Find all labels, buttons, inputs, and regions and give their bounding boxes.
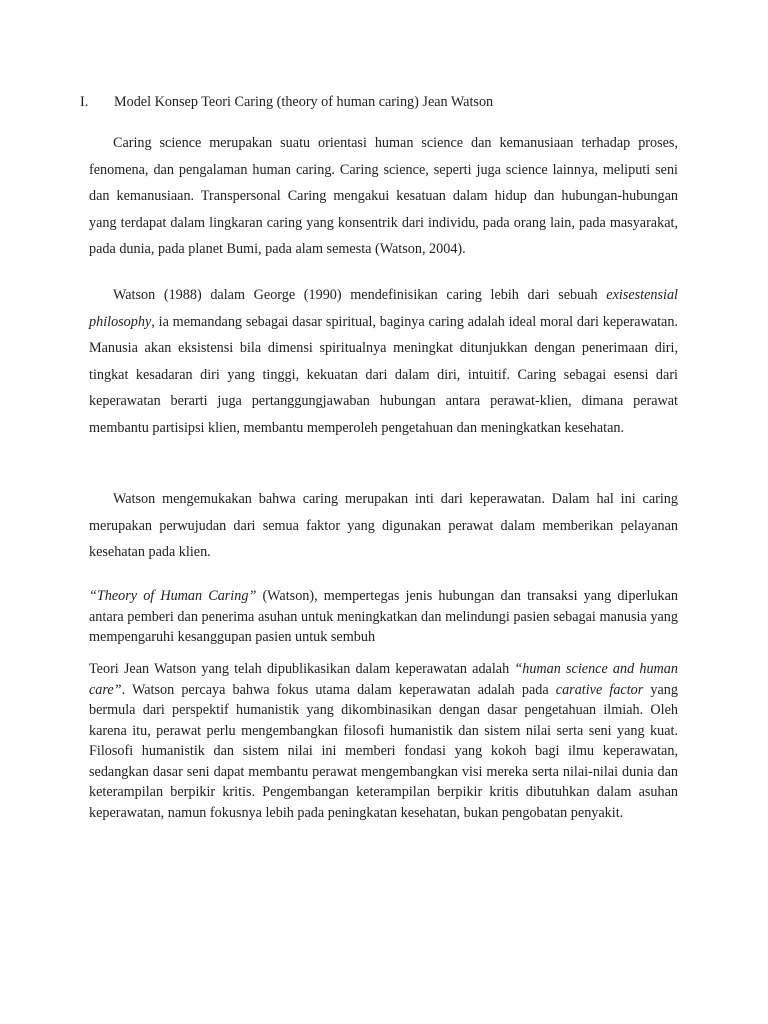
paragraph-text: . Watson percaya bahwa fokus utama dalam keperawatan adalah pada: [121, 681, 556, 698]
italic-term: carative factor: [555, 681, 644, 698]
paragraph-caring-science: Caring science merupakan suatu orientasi human science dan kemanusiaan terhadap proses, fenomena, dan pengalaman human caring. Caring science, seperti juga science lainnya, meliputi seni dan kemanusiaan. Transpersonal Caring mengakui kesatuan dalam hidup dan hubungan-hubungan yang terdapat dalam lingkaran caring yang konsentrik dari individu, pada orang lain, pada masyarakat, pada dunia, pada planet Bumi, pada alam semesta (Watson, 2004).: [89, 135, 678, 257]
paragraph-text: (Watson), mempertegas jenis hubungan dan transaksi yang diperlukan antara pemberi dan penerima asuhan untuk meningkatkan dan melindungi pasien sebagai manusia yang mempengaruhi kesanggupan pasien untuk sembuh: [89, 588, 678, 645]
paragraph-text: yang bermula dari perspektif humanistik yang dikombinasikan dengan dasar pengetahuan ilmiah. Oleh karena itu, perawat perlu mengembangkan filosofi humanistik dan sistem nilai serta seni yang kuat. Filosofi humanistik dan sistem nilai ini memberi fondasi yang kokoh bagi ilmu keperawatan, sedangkan dasar seni dapat membantu perawat mengembangkan visi mereka serta nilai-nilai dunia dan keterampilan berpikir kritis. Pengembangan keterampilan berpikir kritis dibutuhkan dalam asuhan keperawatan, namun fokusnya lebih pada peningkatan kesehatan, bukan pengobatan penyakit.: [89, 681, 678, 821]
italic-term: “human science and human care”: [89, 661, 678, 698]
paragraph-caring-core: Watson mengemukakan bahwa caring merupakan inti dari keperawatan. Dalam hal ini caring merupakan perwujudan dari semua faktor yang digunakan perawat dalam memberikan pelayanan kesehatan pada klien.: [89, 491, 678, 560]
paragraph-text: Teori Jean Watson yang telah dipublikasikan dalam keperawatan adalah: [89, 661, 515, 677]
paragraph-watson-definition: [89, 282, 678, 441]
italic-term: exisestensial philosophy: [89, 287, 678, 330]
section-title: Model Konsep Teori Caring (theory of human caring) Jean Watson: [114, 94, 494, 110]
italic-term: “Theory of Human Caring”: [89, 588, 257, 604]
section-number: I.: [80, 94, 89, 110]
paragraph-text: Watson (1988) dalam George (1990) mendefinisikan caring lebih dari sebuah: [113, 287, 607, 303]
paragraph-text: , ia memandang sebagai dasar spiritual, baginya caring adalah ideal moral dari keperawatan. Manusia akan eksistensi bila dimensi spiritualnya meningkat ditunjukkan dengan penerimaan diri, tingkat kesadaran diri yang tinggi, kekuatan dari dalam diri, intuitif. Caring sebagai esensi dari keperawatan berarti juga pertanggungjawaban hubungan antara perawat-klien, dimana perawat membantu partisipsi klien, membantu memperoleh pengetahuan dan meningkatkan kesehatan.: [89, 313, 678, 436]
paragraph-theory-human-caring: [89, 586, 678, 648]
paragraph-jean-watson-theory: [89, 659, 678, 823]
section-heading: [80, 92, 708, 112]
